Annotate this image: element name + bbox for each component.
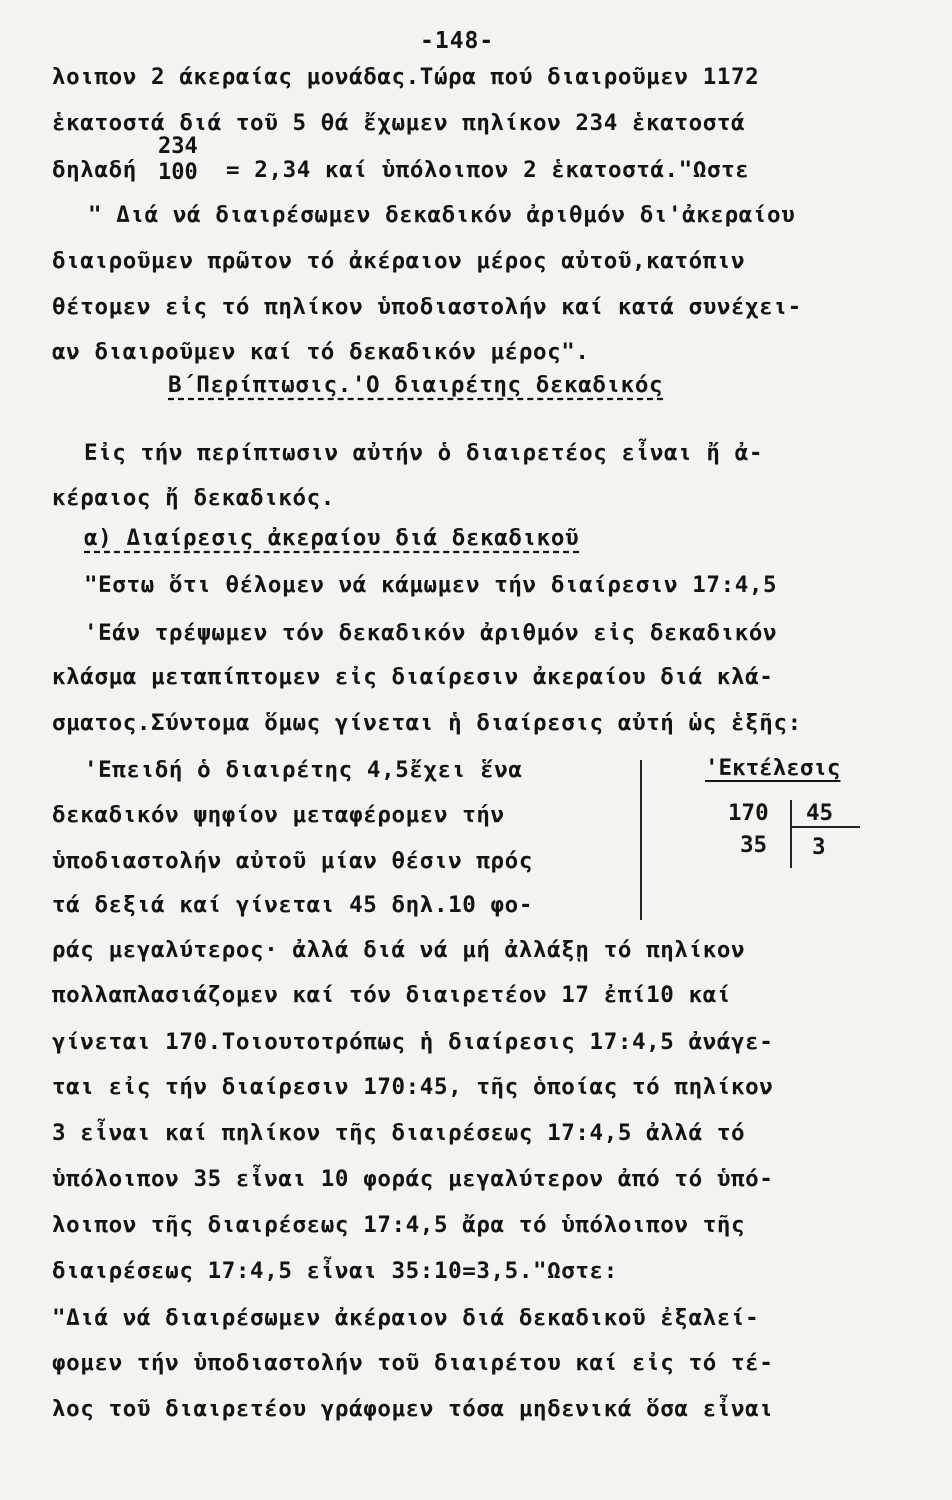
division-vertical-bar (790, 800, 792, 868)
text-line: αν διαιροῦμεν καί τό δεκαδικόν μέρος". (52, 339, 590, 365)
text-line: γίνεται 170.Τοιουτοτρόπως ἡ διαίρεσις 17:4,5 ἀνάγε- (52, 1029, 774, 1055)
text-line: ὑπόλοιπον 35 εἶναι 10 φοράς μεγαλύτερον ἀπό τό ὑπό- (52, 1166, 774, 1192)
fraction (158, 136, 198, 184)
page-number: -148- (420, 28, 495, 54)
execution-quotient: 3 (812, 834, 826, 860)
subsection-heading-a: α) Διαίρεσις ἀκεραίου διά δεκαδικοῦ (84, 525, 580, 551)
text-line: διαιρέσεως 17:4,5 εἶναι 35:10=3,5."Ωστε: (52, 1258, 618, 1284)
fraction-numerator: 234 (158, 134, 198, 159)
text-line: ράς μεγαλύτερος· ἀλλά διά νά μή ἀλλάξῃ τό πηλίκον (52, 937, 746, 963)
text-line: θέτομεν εἰς τό πηλίκον ὑποδιαστολήν καί κατά συνέχει- (52, 294, 802, 320)
text-line: ἑκατοστά διά τοῦ 5 θά ἔχωμεν πηλίκον 234 ἑκατοστά (52, 110, 746, 136)
text-line: σματος.Σύντομα ὅμως γίνεται ἡ διαίρεσις αὐτή ὡς ἑξῆς: (52, 710, 802, 736)
execution-title: 'Εκτέλεσις (705, 755, 841, 781)
text-line: διαιροῦμεν πρῶτον τό ἀκέραιον μέρος αὐτοῦ,κατόπιν (52, 248, 746, 274)
division-horizontal-bar (790, 826, 860, 828)
text-line: κέραιος ἤ δεκαδικός. (52, 485, 335, 511)
column-divider (640, 760, 642, 920)
text-line: "Εστω ὅτι θέλομεν νά κάμωμεν τήν διαίρεσιν 17:4,5 (84, 572, 778, 598)
text-line: λοιπον 2 άκεραίας μονάδας.Τώρα πού διαιροῦμεν 1172 (52, 64, 760, 90)
fraction-denominator: 100 (158, 160, 198, 185)
text-line: ται εἰς τήν διαίρεσιν 170:45, τῆς ὁποίας τό πηλίκον (52, 1074, 774, 1100)
text-line: φομεν τήν ὑποδιαστολήν τοῦ διαιρέτου καί εἰς τό τέ- (52, 1350, 774, 1376)
section-heading-b: Β΄Περίπτωσις.'Ο διαιρέτης δεκαδικός (168, 372, 664, 398)
text-line: τά δεξιά καί γίνεται 45 δηλ.10 φο- (52, 892, 533, 918)
text-line: " Διά νά διαιρέσωμεν δεκαδικόν ἀριθμόν δι'ἀκεραίου (88, 202, 796, 228)
text-line: 3 εἶναι καί πηλίκον τῆς διαιρέσεως 17:4,5 ἀλλά τό (52, 1120, 746, 1146)
text-line: λος τοῦ διαιρετέου γράφομεν τόσα μηδενικά ὅσα εἶναι (52, 1396, 774, 1422)
execution-divisor: 45 (806, 800, 834, 826)
text-line: Εἰς τήν περίπτωσιν αὐτήν ὁ διαιρετέος εἶναι ἤ ἀ- (84, 440, 764, 466)
text-line: ὑποδιαστολήν αὐτοῦ μίαν θέσιν πρός (52, 848, 533, 874)
text-line: δεκαδικόν ψηφίον μεταφέρομεν τήν (52, 802, 505, 828)
text-line: "Διά νά διαιρέσωμεν ἀκέραιον διά δεκαδικοῦ ἐξαλεί- (52, 1305, 760, 1331)
execution-remainder: 35 (740, 832, 768, 858)
text-line: κλάσμα μεταπίπτομεν εἰς διαίρεσιν ἀκεραίου διά κλά- (52, 664, 774, 690)
text-line: 'Επειδή ὁ διαιρέτης 4,5ἔχει ἕνα (84, 757, 523, 783)
fraction-rest: = 2,34 καί ὑπόλοιπον 2 ἑκατοστά."Ωστε (226, 157, 750, 183)
text-line: 'Εάν τρέψωμεν τόν δεκαδικόν ἀριθμόν εἰς δεκαδικόν (84, 620, 778, 646)
text-line: πολλαπλασιάζομεν καί τόν διαιρετέον 17 ἐπί10 καί (52, 982, 732, 1008)
execution-dividend: 170 (728, 800, 769, 826)
text-line: δηλαδή (52, 157, 137, 183)
text-line: λοιπον τῆς διαιρέσεως 17:4,5 ἄρα τό ὑπόλοιπον τῆς (52, 1212, 746, 1238)
